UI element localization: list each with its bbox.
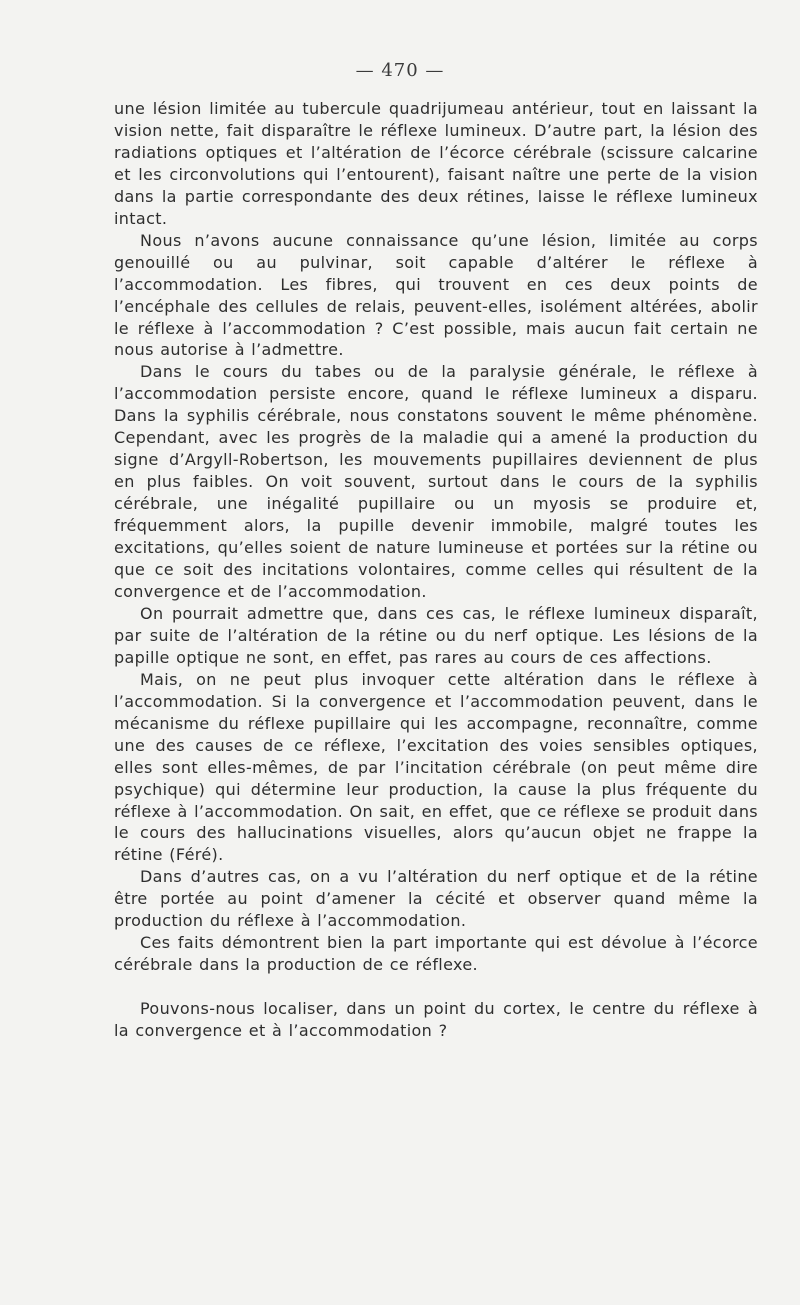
paragraph-7: Ces faits démontrent bien la part importante qui est dévolue à l’écorce cérébrale dans la production de ce réflexe. xyxy=(114,933,758,975)
body-text xyxy=(114,98,758,1042)
paragraph-5: Mais, on ne peut plus invoquer cette altération dans le réflexe à l’accommodation. Si la convergence et l’accommodation peuvent, dans le mécanisme du réflexe pupillaire qui les accompagne, reconnaître, comme une des causes de ce réflexe, l’excitation des voies sensibles optiques, elles sont elles-mêmes, de par l’incitation cérébrale (on peut même dire psychique) qui détermine leur production, la cause la plus fréquente du réflexe à l’accommodation. On sait, en effet, que ce réflexe se produit dans le cours des hallucinations visuelles, alors qu’aucun objet ne frappe la rétine (Féré). xyxy=(114,669,758,865)
page-number: — 470 — xyxy=(355,60,445,81)
paragraph-4: On pourrait admettre que, dans ces cas, le réflexe lumineux disparaît, par suite de l’altération de la rétine ou du nerf optique. Les lésions de la papille optique ne sont, en effet, pas rares au cours de ces affections. xyxy=(114,603,758,667)
paragraph-6: Dans d’autres cas, on a vu l’altération du nerf optique et de la rétine être portée au point d’amener la cécité et observer quand même la production du réflexe à l’accommodation. xyxy=(114,867,758,931)
paragraph-8: Pouvons-nous localiser, dans un point du cortex, le centre du réflexe à la convergence et à l’accommodation ? xyxy=(114,999,758,1041)
paragraph-2: Nous n’avons aucune connaissance qu’une lésion, limitée au corps genouillé ou au pulvinar, soit capable d’altérer le réflexe à l’accommodation. Les fibres, qui trouvent en ces deux points de l’encéphale des cellules de relais, peuvent-elles, isolément altérées, abolir le réflexe à l’accommodation ? C’est possible, mais aucun fait certain ne nous autorise à l’admettre. xyxy=(114,230,758,360)
paragraph-1: une lésion limitée au tubercule quadrijumeau antérieur, tout en laissant la vision nette, fait disparaître le réflexe lumineux. D’autre part, la lésion des radiations optiques et l’altération de l’écorce cérébrale (scissure calcarine et les circonvolutions qui l’entourent), faisant naître une perte de la vision dans la partie correspondante des deux rétines, laisse le réflexe lumineux intact. xyxy=(114,99,758,228)
paragraph-3: Dans le cours du tabes ou de la paralysie générale, le réflexe à l’accommodation persiste encore, quand le réflexe lumineux a disparu. Dans la syphilis cérébrale, nous constatons souvent le même phénomène. Cependant, avec les progrès de la maladie qui a amené la production du signe d’Argyll-Robertson, les mouvements pupillaires deviennent de plus en plus faibles. On voit souvent, surtout dans le cours de la syphilis cérébrale, une inégalité pupillaire ou un myosis se produire et, fréquemment alors, la pupille devenir immobile, malgré toutes les excitations, qu’elles soient de nature lumineuse et portées sur la rétine ou que ce soit des incitations volontaires, comme celles qui résultent de la convergence et de l’accommodation. xyxy=(114,362,758,601)
